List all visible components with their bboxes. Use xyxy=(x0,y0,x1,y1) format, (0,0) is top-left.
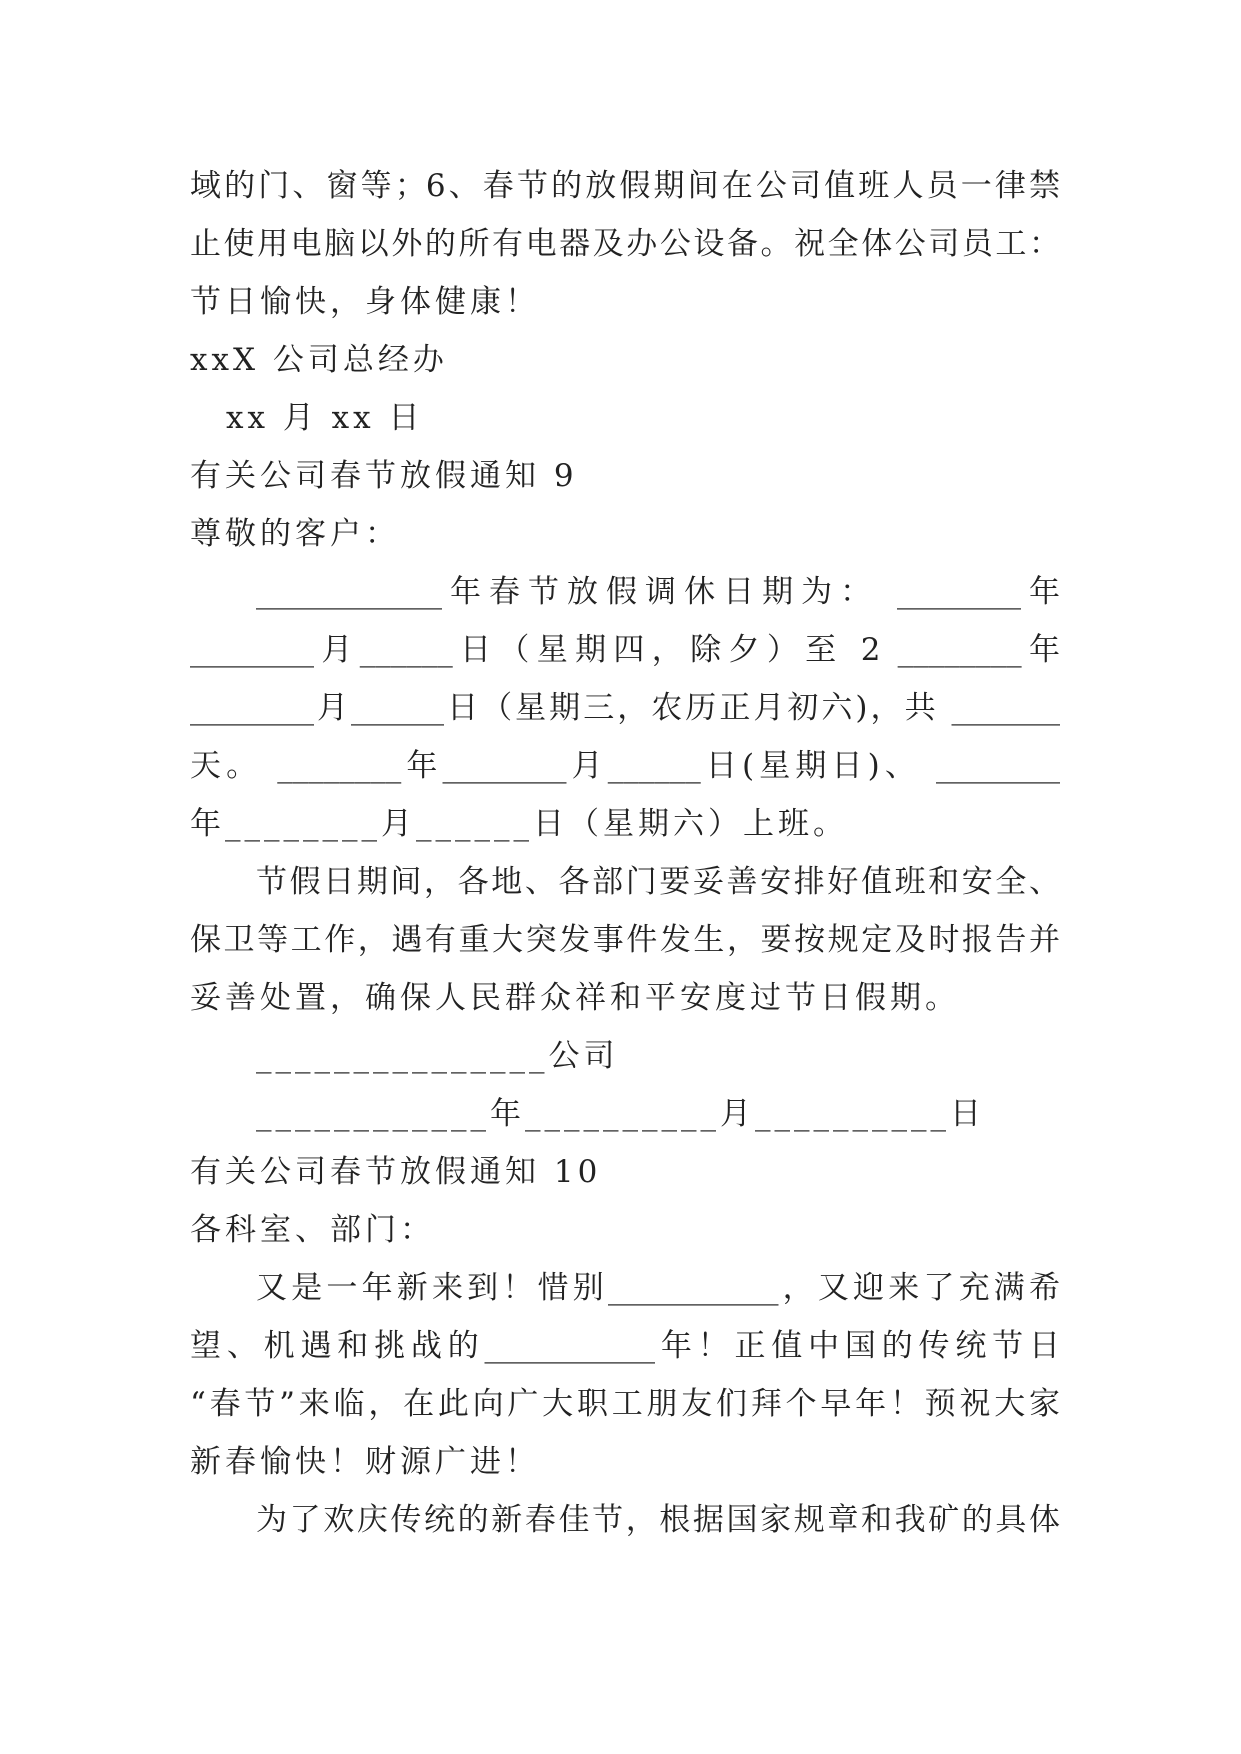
paragraph-line: 妥善处置，确保人民群众祥和平安度过节日假期。 xyxy=(190,980,960,1016)
paragraph-line: 望、机遇和挑战的___________年！正值中国的传统节日 xyxy=(190,1328,1060,1364)
paragraph-line: 节假日期间，各地、各部门要妥善安排好值班和安全、 xyxy=(256,864,1060,900)
paragraph-line: 保卫等工作，遇有重大突发事件发生，要按规定及时报告并 xyxy=(190,922,1060,958)
paragraph-line: 又是一年新来到！惜别___________，又迎来了充满希 xyxy=(256,1270,1060,1306)
paragraph-line: 新春愉快！财源广进！ xyxy=(190,1444,540,1480)
paragraph-line: 域的门、窗等；6、春节的放假期间在公司值班人员一律禁 xyxy=(190,168,1060,204)
signature-date: xx 月 xx 日 xyxy=(226,400,424,436)
paragraph-line: ____________年春节放假调休日期为： ________年 xyxy=(256,574,1060,610)
signature-company: _______________公司 xyxy=(256,1038,619,1074)
paragraph-line: 年________月______日（星期六）上班。 xyxy=(190,806,848,842)
salutation: 尊敬的客户： xyxy=(190,516,400,552)
section-heading: 有关公司春节放假通知 10 xyxy=(190,1154,602,1190)
salutation: 各科室、部门： xyxy=(190,1212,435,1248)
paragraph-line: 天。 ________年________月______日(星期日)、 ________ xyxy=(190,748,1060,784)
paragraph-line: 止使用电脑以外的所有电器及办公设备。祝全体公司员工： xyxy=(190,226,1060,262)
paragraph-line: 节日愉快，身体健康！ xyxy=(190,284,540,320)
signature-company: xxX 公司总经办 xyxy=(190,342,448,378)
section-heading: 有关公司春节放假通知 9 xyxy=(190,458,578,494)
paragraph-line: “春节”来临，在此向广大职工朋友们拜个早年！预祝大家 xyxy=(190,1386,1060,1422)
paragraph-line: ________月______日（星期三，农历正月初六)，共 _______ xyxy=(190,690,1060,726)
paragraph-line: ________月______日（星期四，除夕）至 2 ________年 xyxy=(190,632,1060,668)
paragraph-line: 为了欢庆传统的新春佳节，根据国家规章和我矿的具体 xyxy=(256,1502,1060,1538)
signature-date: ____________年__________月__________日 xyxy=(256,1096,985,1132)
